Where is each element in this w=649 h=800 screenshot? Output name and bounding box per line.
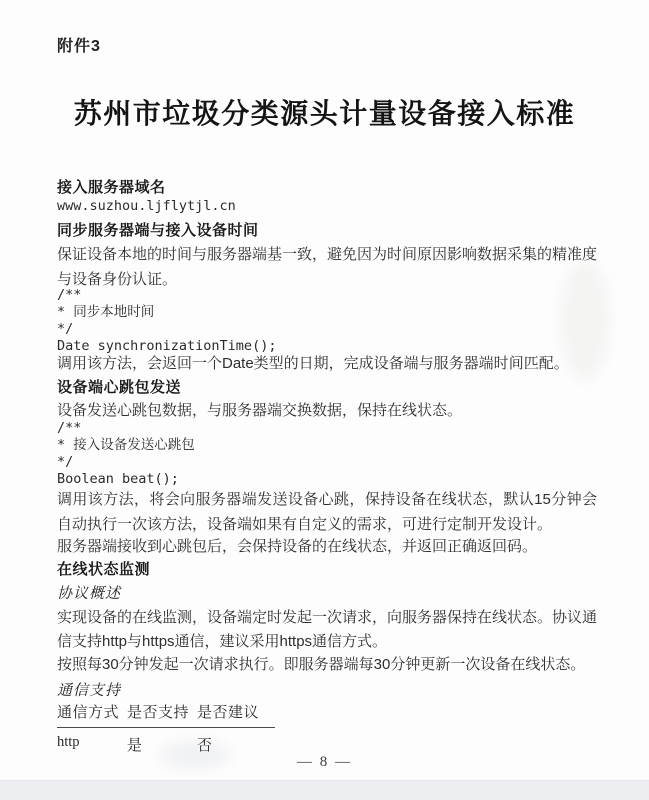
paragraph-heartbeat-server: 服务器端接收到心跳包后，会保持设备的在线状态，并返回正确返回码。 [57,538,538,555]
paragraph-sync-result: 调用该方法，会返回一个Date类型的日期，完成设备端与服务器端时间匹配。 [57,355,569,372]
heading-online-monitor: 在线状态监测 [57,561,151,578]
subheading-comm-support: 通信支持 [57,682,122,699]
paragraph-heartbeat-intro: 设备发送心跳包数据，与服务器端交换数据，保持在线状态。 [57,402,463,419]
heading-sync-time: 同步服务器端与接入设备时间 [57,222,259,239]
server-domain-text: www.suzhou.ljflytjl.cn [57,198,236,214]
table-cell-supported: 是 [127,737,143,754]
code-line: */ [57,321,74,337]
subheading-protocol-overview: 协议概述 [57,585,122,602]
heading-server-domain: 接入服务器域名 [57,179,166,196]
paragraph-protocol-overview: 实现设备的在线监测，设备端定时发起一次请求，向服务器保持在线状态。协议通信支持http与https通信，建议采用https通信方式。 [57,609,598,650]
code-line: Boolean beat(); [57,471,179,487]
comm-support-table [57,701,275,755]
table-header-comm-method: 通信方式 [57,701,127,728]
table-cell-recommended: 否 [197,737,213,754]
paragraph-sync-time: 保证设备本地的时间与服务器端基一致，避免因为时间原因影响数据采集的精准度与设备身份认证。 [57,246,598,288]
page-number: — 8 — [297,754,352,770]
code-line: Date synchronizationTime(); [57,338,277,354]
code-line: /** [57,420,82,436]
code-line: * 接入设备发送心跳包 [57,437,195,453]
document-title: 苏州市垃圾分类源头计量设备接入标准 [73,99,576,130]
heading-heartbeat: 设备端心跳包发送 [57,379,182,396]
code-block-heartbeat [57,420,597,488]
table-cell-method: http [57,734,80,750]
photo-bottom-edge [0,780,649,800]
table-header-supported: 是否支持 [127,701,197,728]
attachment-label: 附件3 [57,38,101,55]
code-line: */ [57,454,74,470]
code-block-sync-time [57,287,597,355]
code-line: * 同步本地时间 [57,304,155,320]
table-header-recommended: 是否建议 [197,701,275,728]
code-line: /** [57,287,82,303]
paragraph-heartbeat-detail: 调用该方法，将会向服务器端发送设备心跳，保持设备在线状态，默认15分钟会自动执行一次该方法，设备端如果有自定义的需求，可进行定制开发设计。 [57,491,597,533]
paragraph-protocol-interval: 按照每30分钟发起一次请求执行。即服务器端每30分钟更新一次设备在线状态。 [57,656,586,673]
